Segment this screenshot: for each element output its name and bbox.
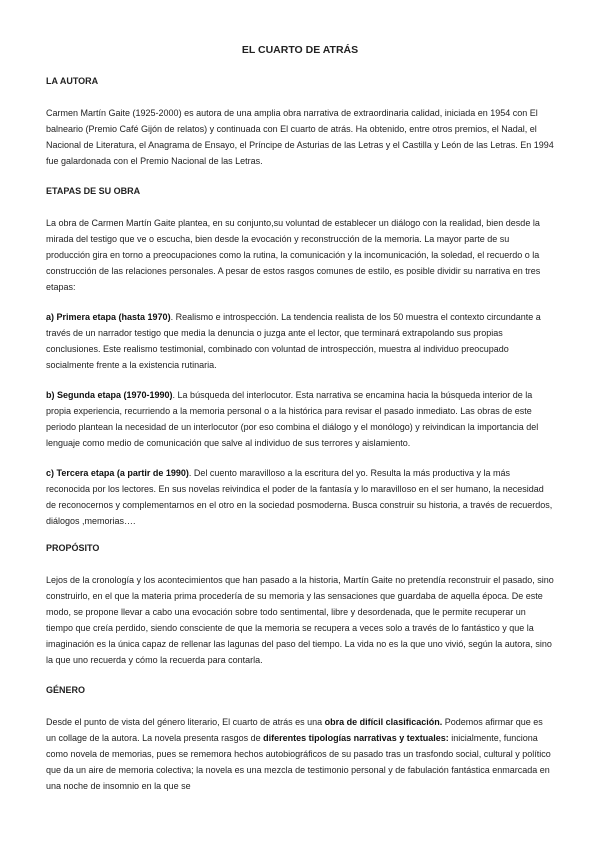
section-heading-etapas: ETAPAS DE SU OBRA — [46, 186, 141, 196]
section-heading-proposito: PROPÓSITO — [46, 543, 100, 553]
paragraph-stage-3 — [46, 465, 554, 529]
stage-3-text: . Del cuento maravilloso a la escritura del yo. Resulta la más productiva y la más reconocida por los lectores. En sus novelas reivindica el poder de la fantasía y lo maravilloso en el ser humano, la necesidad de reconocernos y complementarnos en el otro en la sociedad posmoderna. Busca construir su historia, a través de recuerdos, diálogos ,memorias…. — [46, 468, 553, 526]
paragraph-stage-2 — [46, 387, 554, 451]
paragraph-autora: Carmen Martín Gaite (1925-2000) es autora de una amplia obra narrativa de extraordinaria calidad, iniciada en 1954 con El balneario (Premio Café Gijón de relatos) y continuada con El cuarto de atrás. Ha obtenido, entre otros premios, el Nadal, el Nacional de Literatura, el Anagrama de Ensayo, el Príncipe de Asturias de las Letras y el Castilla y León de las Letras. En 1994 fue galardonada con el Premio Nacional de las Letras. — [46, 108, 554, 166]
stage-3-label: c) Tercera etapa (a partir de 1990) — [46, 468, 189, 478]
genero-bold-1: obra de difícil clasificación. — [324, 717, 443, 727]
paragraph-proposito: Lejos de la cronología y los acontecimientos que han pasado a la historia, Martín Gaite no pretendía reconstruir el pasado, sino construirlo, en el que la materia prima procedería de su memoria y las sensaciones que guardaba de aquella época. De este modo, se propone llevar a cabo una evocación sobre todo sentimental, libre y desordenada, que le permite recuperar un tiempo que creía perdido, siendo consciente de que la memoria se recupera a veces solo a través de lo fantástico y que la imaginación es la única capaz de rellenar las lagunas del paso del tiempo. La vida no es la que uno vivió, según la autora, sino la que uno recuerda y cómo la recuerda para contarla. — [46, 575, 554, 665]
section-heading-genero: GÉNERO — [46, 685, 86, 695]
paragraph-genero — [46, 714, 554, 794]
section-heading-autora: LA AUTORA — [46, 76, 99, 86]
paragraph-etapas-intro: La obra de Carmen Martín Gaite plantea, en su conjunto,su voluntad de establecer un diálogo con la realidad, bien desde la mirada del testigo que ve o escucha, bien desde la evocación y reconstrucción de la memoria. La mayor parte de su producción gira en torno a preocupaciones como la rutina, la comunicación y la incomunicación, la soledad, el recuerdo o la construcción de las relaciones personales. A pesar de estos rasgos comunes de estilo, es posible dividir su narrativa en tres etapas: — [46, 218, 541, 292]
stage-1-label: a) Primera etapa (hasta 1970) — [46, 312, 171, 322]
genero-text-1: Desde el punto de vista del género literario, El cuarto de atrás es una — [46, 717, 325, 727]
document-title: EL CUARTO DE ATRÁS — [241, 44, 359, 56]
genero-text-3: inicialmente, funciona como novela de memorias, pues se rememora hechos autobiográficos de su pasado tras un trasfondo social, cultural y político que da un aire de memoria colectiva; la novela es una mezcla de testimonio personal y de fabulación fantástica enmarcada en una noche de insomnio en la que se — [46, 733, 551, 791]
genero-text-2: Podemos afirmar que es un collage de la autora. La novela presenta rasgos de — [46, 717, 543, 743]
paragraph-stage-1 — [46, 309, 554, 373]
stage-2-text: . La búsqueda del interlocutor. Esta narrativa se encamina hacia la búsqueda interior de la propia experiencia, recurriendo a la memoria personal o a la histórica para revisar el pasado inmediato. Las obras de este periodo plantean la necesidad de un interlocutor (por eso combina el diálogo y el monólogo) y reivindican la importancia del lenguaje como medio de comunicación que salve al individuo de sus terrores y aislamiento. — [46, 390, 539, 448]
genero-bold-2: diferentes tipologías narrativas y textuales: — [263, 733, 449, 743]
stage-2-label: b) Segunda etapa (1970-1990) — [46, 390, 173, 400]
stage-1-text: . Realismo e introspección. La tendencia realista de los 50 muestra el contexto circundante a través de un narrador testigo que media la denuncia o juzga ante el lector, que terminará extrapolando sus propias conclusiones. Este realismo testimonial, combinado con voluntad de introspección, muestra al individuo preocupado socialmente frente a la existencia rutinaria. — [46, 312, 541, 370]
